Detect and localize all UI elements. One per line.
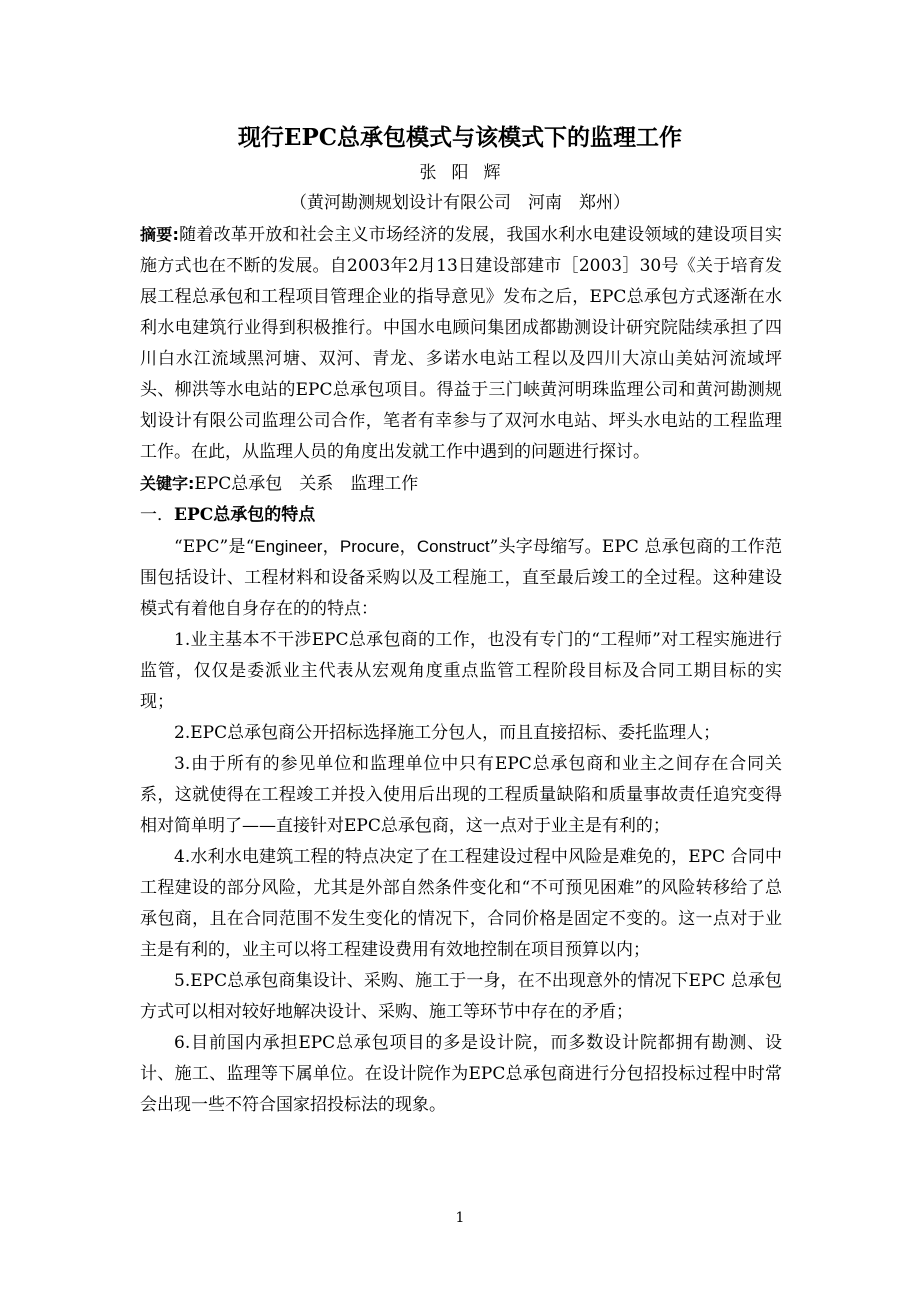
section-heading <box>140 500 782 531</box>
intro-english-terms: Engineer，Procure，Construct <box>254 537 490 556</box>
keywords-label: 关键字: <box>140 474 195 493</box>
document-body <box>140 219 782 1121</box>
list-item: 2.EPC总承包商公开招标选择施工分包人，而且直接招标、委托监理人； <box>174 723 721 743</box>
intro-text-start: “EPC”是“ <box>174 537 255 557</box>
list-item: 3.由于所有的参见单位和监理单位中只有EPC总承包商和业主之间存在合同关系，这就使得在工程竣工并投入使用后出现的工程质量缺陷和质量事故责任追究变得相对简单明了——直接针对EPC总承包商，这一点对于业主是有利的； <box>140 754 782 836</box>
author-name: 张阳辉 <box>419 163 516 183</box>
intro-text-rest: ”头字母缩写。EPC 总承包商的工作范围包括设计、工程材料和设备采购以及工程施工，直至最后竣工的全过程。这种建设模式有着他自身存在的的特点： <box>140 537 782 619</box>
section-intro-paragraph <box>140 531 782 625</box>
abstract-text: 随着改革开放和社会主义市场经济的发展，我国水利水电建设领域的建设项目实施方式也在不断的发展。自2003年2月13日建设部建市［2003］30号《关于培育发展工程总承包和工程项目管理企业的指导意见》发布之后，EPC总承包方式逐渐在水利水电建筑行业得到积极推行。中国水电顾问集团成都勘测设计研究院陆续承担了四川白水江流域黑河塘、双河、青龙、多诺水电站工程以及四川大凉山美姑河流域坪头、柳洪等水电站的EPC总承包项目。得益于三门峡黄河明珠监理公司和黄河勘测规划设计有限公司监理公司合作，笔者有幸参与了双河水电站、坪头水电站的工程监理工作。在此，从监理人员的角度出发就工作中遇到的问题进行探讨。 <box>140 225 783 462</box>
list-item: 1.业主基本不干涉EPC总承包商的工作，也没有专门的“工程师”对工程实施进行监管，仅仅是委派业主代表从宏观角度重点监管工程阶段目标及合同工期目标的实现； <box>140 630 782 712</box>
list-item: 5.EPC总承包商集设计、采购、施工于一身，在不出现意外的情况下EPC 总承包方式可以相对较好地解决设计、采购、施工等环节中存在的矛盾； <box>140 971 782 1022</box>
keywords-text: EPC总承包 关系 监理工作 <box>194 474 419 494</box>
keywords-paragraph <box>140 468 782 500</box>
list-item: 6.目前国内承担EPC总承包项目的多是设计院，而多数设计院都拥有勘测、设计、施工、监理等下属单位。在设计院作为EPC总承包商进行分包招投标过程中时常会出现一些不符合国家招投标法的现象。 <box>140 1033 782 1115</box>
page-number: 1 <box>455 1210 465 1226</box>
author-affiliation: （黄河勘测规划设计有限公司 河南 郑州） <box>290 193 630 213</box>
abstract-label: 摘要: <box>140 225 179 244</box>
document-title: 现行EPC总承包模式与该模式下的监理工作 <box>237 124 683 151</box>
section-number: 一． <box>140 505 174 525</box>
abstract-paragraph <box>140 219 782 468</box>
section-title: EPC总承包的特点 <box>174 505 316 525</box>
list-item: 4.水利水电建筑工程的特点决定了在工程建设过程中风险是难免的，EPC 合同中工程建设的部分风险，尤其是外部自然条件变化和“不可预见困难”的风险转移给了总承包商，且在合同范围不发生变化的情况下，合同价格是固定不变的。这一点对于业主是有利的，业主可以将工程建设费用有效地控制在项目预算以内； <box>140 847 782 960</box>
